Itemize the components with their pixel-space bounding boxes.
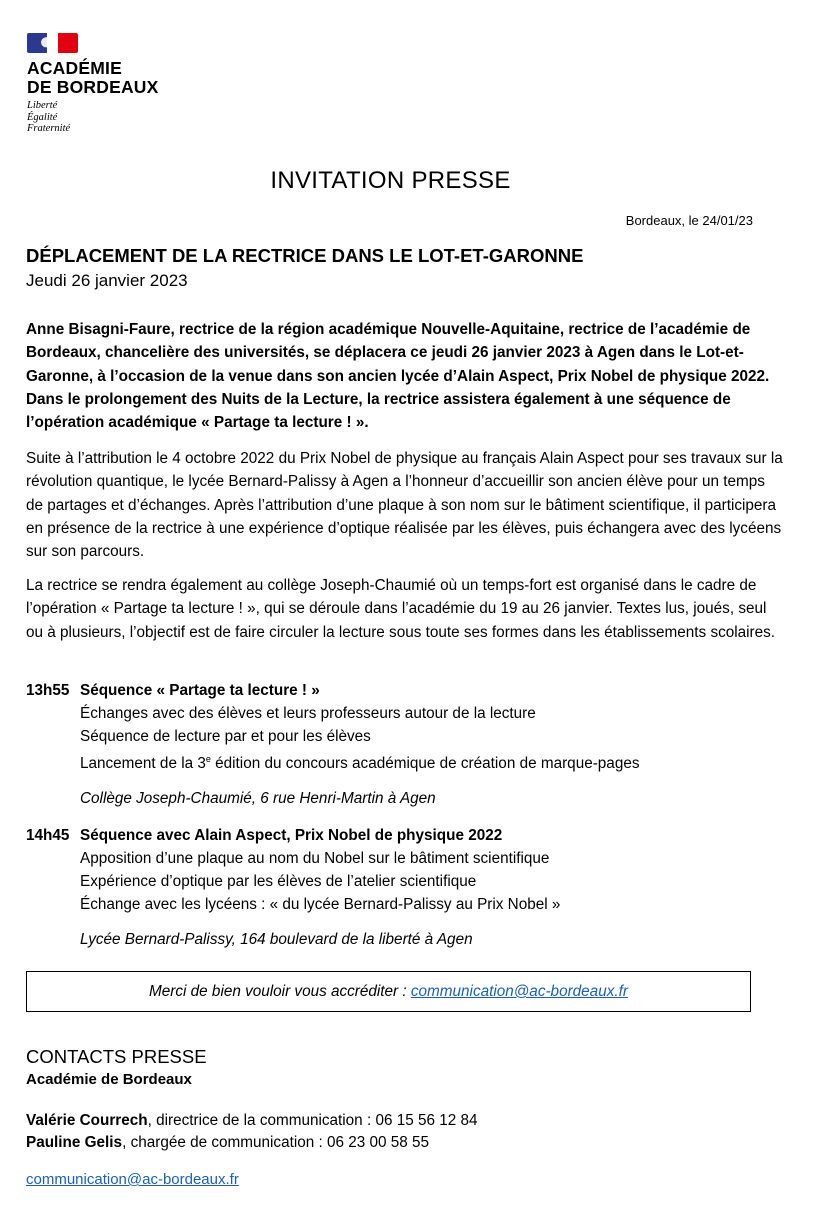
slot-item	[80, 748, 786, 775]
schedule-slot-1	[26, 679, 786, 810]
contact-person	[26, 1134, 429, 1152]
motto-liberte: Liberté	[27, 100, 58, 111]
contacts-organization: Académie de Bordeaux	[26, 1071, 192, 1088]
slot-item-text: édition du concours académique de création de marque-pages	[210, 755, 640, 773]
accreditation-text: Merci de bien vouloir vous accréditer :	[149, 983, 411, 1000]
contact-role: , directrice de la communication : 06 15 56 12 84	[147, 1112, 478, 1129]
slot-item: Expérience d’optique par les élèves de l’atelier scientifique	[80, 873, 477, 890]
lead-paragraph: Anne Bisagni-Faure, rectrice de la région académique Nouvelle-Aquitaine, rectrice de l’académie de Bordeaux, chancelière des universités, se déplacera ce jeudi 26 janvier 2023 à Agen dans le Lot-et-Garonne, à l’occasion de la venue dans son ancien lycée d’Alain Aspect, Prix Nobel de physique 2022. Dans le prolongement des Nuits de la Lecture, la rectrice assistera également à une séquence de l’opération académique « Partage ta lecture ! ».	[26, 321, 770, 432]
contact-person	[26, 1112, 478, 1130]
motto-egalite: Égalité	[27, 111, 58, 123]
slot-time: 13h55	[26, 682, 70, 699]
slot-title: Séquence « Partage ta lecture ! »	[80, 682, 320, 699]
accreditation-email-link[interactable]: communication@ac-bordeaux.fr	[410, 983, 628, 1000]
contact-name: Pauline Gelis	[26, 1134, 123, 1151]
slot-item: Apposition d’une plaque au nom du Nobel sur le bâtiment scientifique	[80, 850, 550, 867]
slot-place: Lycée Bernard-Palissy, 164 boulevard de la liberté à Agen	[80, 931, 473, 948]
contact-email-link[interactable]: communication@ac-bordeaux.fr	[26, 1171, 239, 1188]
marianne-flag-icon	[27, 33, 78, 53]
contacts-title: CONTACTS PRESSE	[26, 1046, 207, 1067]
logo-name	[27, 59, 187, 97]
accreditation-box	[26, 971, 751, 1012]
slot-body	[80, 679, 786, 810]
motto-fraternite: Fraternité	[27, 123, 71, 134]
main-heading: DÉPLACEMENT DE LA RECTRICE DANS LE LOT-ET-GARONNE	[26, 245, 584, 266]
contact-role: , chargée de communication : 06 23 00 58 55	[122, 1134, 430, 1151]
logo-name-line1: ACADÉMIE	[27, 58, 122, 78]
body-paragraph-lecture: La rectrice se rendra également au collège Joseph-Chaumié où un temps-fort est organisé dans le cadre de l’opération « Partage ta lecture ! », qui se déroule dans l’académie du 19 au 26 janvier. Textes lus, joués, seul ou à plusieurs, l’objectif est de faire circuler la lecture sous toute ses formes dans les établissements scolaires.	[26, 577, 776, 641]
place-date: Bordeaux, le 24/01/23	[625, 213, 753, 228]
slot-item: Échanges avec des élèves et leurs professeurs autour de la lecture	[80, 705, 536, 722]
contact-name: Valérie Courrech	[26, 1112, 148, 1129]
slot-place: Collège Joseph-Chaumié, 6 rue Henri-Martin à Agen	[80, 790, 436, 808]
slot-item: Séquence de lecture par et pour les élèves	[80, 728, 371, 745]
academie-logo	[27, 33, 187, 135]
slot-time: 14h45	[26, 827, 70, 844]
slot-body	[80, 824, 786, 951]
schedule-slot-2	[26, 824, 786, 951]
slot-title: Séquence avec Alain Aspect, Prix Nobel de physique 2022	[80, 827, 503, 844]
logo-motto	[27, 100, 187, 135]
event-date: Jeudi 26 janvier 2023	[26, 271, 188, 290]
document-title: INVITATION PRESSE	[270, 167, 511, 194]
slot-item-text: Lancement de la 3	[80, 755, 206, 773]
logo-name-line2: DE BORDEAUX	[27, 77, 159, 97]
ordinal-superscript: e	[205, 754, 211, 764]
slot-item: Échange avec les lycéens : « du lycée Bernard-Palissy au Prix Nobel »	[80, 896, 561, 913]
body-paragraph-nobel: Suite à l’attribution le 4 octobre 2022 du Prix Nobel de physique au français Alain Aspect pour ses travaux sur la révolution quantique, le lycée Bernard-Palissy à Agen a l’honneur d’accueillir son ancien élève pour un temps de partages et d’échanges. Après l’attribution d’une plaque à son nom sur le bâtiment scientifique, il participera en présence de la rectrice à une expérience d’optique réalisée par les élèves, puis échangera avec des lycéens sur son parcours.	[26, 450, 783, 561]
